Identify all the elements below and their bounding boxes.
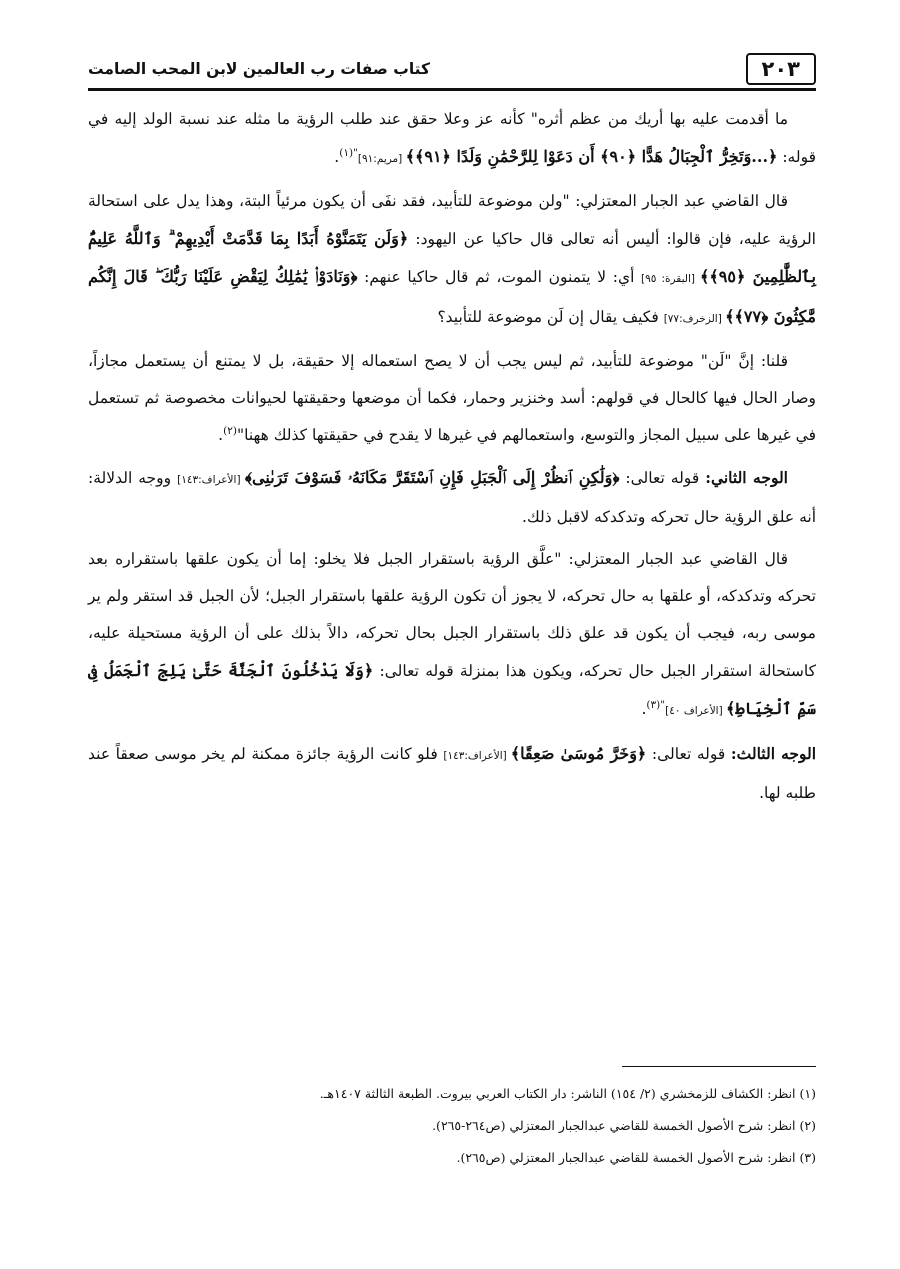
paragraph bbox=[88, 343, 816, 454]
paragraph-text: قال القاضي عبد الجبار المعتزلي: "ولن موضوعة للتأبيد، فقد نفَى أن يكون مرئياً البتة، وهذا يدل على استحالة الرؤية عليه، فإن قالوا: أليس أنه تعالى قال حاكيا عن اليهود: bbox=[88, 192, 816, 248]
paragraph-text: أي: لا يتمنون الموت، ثم قال حاكيا عنهم: bbox=[357, 268, 642, 286]
paragraph bbox=[88, 541, 816, 730]
paragraph-text: قوله تعالى: bbox=[646, 745, 731, 763]
page-header bbox=[88, 50, 816, 91]
footnotes bbox=[88, 1078, 816, 1174]
footnote: (١) انظر: الكشاف للزمخشري (٢/ ١٥٤) الناشر: دار الكتاب العربي بيروت. الطبعة الثالثة ١٤٠٧هـ. bbox=[319, 1086, 816, 1101]
quran-verse: ﴿وَنَادَوْا۟ يَٰمَٰلِكُ لِيَقْضِ عَلَيْنَا رَبُّكَ ۖ قَالَ إِنَّكُم مَّٰكِثُونَ ﴿٧٧﴾﴾ bbox=[88, 267, 816, 326]
paragraph-text: . bbox=[641, 700, 647, 718]
page-number: ٢٠٣ bbox=[746, 53, 816, 85]
paragraph bbox=[88, 459, 816, 536]
paragraph bbox=[88, 735, 816, 812]
book-title: كتاب صفات رب العالمين لابن المحب الصامت bbox=[88, 60, 430, 78]
paragraph-text: قال القاضي عبد الجبار المعتزلي: "علَّق الرؤية باستقرار الجبل فلا يخلو: إما أن يكون علقها باستقراره بعد تحركه وتدكدكه، أو علقها به حال تحركه، لا يجوز أن تكون الرؤية علقها باستقرار الجبل؛ لأن الجبل قد استقر ولم ير موسى ربه، فيجب أن يكون قد علق ذلك باستقرار الجبل بحال تحركه، دالاً بذلك على أن الرؤية مستحيلة عليه، كاستحالة استقرار الجبل حال تحركه، ويكون هذا بمنزلة قوله تعالى: bbox=[88, 550, 817, 680]
quran-verse: ﴿وَلَا يَدْخُلُونَ ٱلْجَنَّةَ حَتَّىٰ يَلِجَ ٱلْجَمَلُ فِى سَمِّ ٱلْخِيَاطِ﴾ bbox=[88, 661, 816, 718]
paragraph-text: . bbox=[218, 426, 224, 444]
paragraph-text: قوله تعالى: bbox=[619, 469, 706, 487]
paragraph bbox=[88, 101, 816, 178]
footnote-marker: "(١) bbox=[339, 146, 358, 159]
paragraph-text: . bbox=[334, 148, 340, 166]
quran-verse: ﴿وَلَن يَتَمَنَّوْهُ أَبَدًا بِمَا قَدَّمَتْ أَيْدِيهِمْ ۗ وَٱللَّهُ عَلِيمٌۢ بِٱلظَّٰلِمِينَ ﴿٩٥﴾﴾ bbox=[88, 229, 817, 286]
footnote-marker: (٢) bbox=[223, 424, 237, 437]
verse-reference: [الأعراف:١٤٣] bbox=[443, 750, 511, 762]
body-text bbox=[88, 101, 816, 812]
paragraph bbox=[88, 183, 816, 338]
verse-reference: [الزخرف:٧٧] bbox=[663, 313, 726, 325]
verse-reference: [مريم:٩١] bbox=[357, 153, 406, 165]
footnote: (٢) انظر: شرح الأصول الخمسة للقاضي عبدالجبار المعتزلي (ص٢٦٤-٢٦٥). bbox=[432, 1118, 816, 1133]
quran-verse: ﴿...وَتَخِرُّ ٱلْجِبَالُ هَدًّا ﴿٩٠﴾ أَن دَعَوْا لِلرَّحْمَٰنِ وَلَدًا ﴿٩١﴾﴾ bbox=[405, 147, 778, 166]
quran-verse: ﴿وَلَٰكِنِ ٱنظُرْ إِلَى ٱلْجَبَلِ فَإِنِ ٱسْتَقَرَّ مَكَانَهُۥ فَسَوْفَ تَرَىٰنِى﴾ bbox=[244, 468, 620, 487]
paragraph-text: فكيف يقال إن لَن موضوعة للتأبيد؟ bbox=[437, 308, 664, 326]
quran-verse: ﴿وَخَرَّ مُوسَىٰ صَعِقًا﴾ bbox=[510, 744, 647, 763]
footnote-separator bbox=[622, 1066, 816, 1067]
footnote-marker: "(٣) bbox=[646, 698, 666, 711]
paragraph-text: ووجه الدلالة: أنه علق الرؤية حال تحركه وتدكدكه لاقبل ذلك. bbox=[88, 469, 816, 526]
verse-reference: [الأعراف:١٤٣] bbox=[177, 474, 245, 486]
paragraph-text: قلنا: إنَّ "لَن" موضوعة للتأبيد، ثم ليس يجب أن لا يصح استعماله إلا حقيقة، بل لا يمتنع أن يستعمل مجازاً، وصار الحال فيها كالحال في قولهم: أسد وخنزير وحمار، فكما أن موضعها وحقيقتها لحيوانات مخصوصة ثم تستعمل في غيرها على سبيل المجاز والتوسع، واستعمالهم في غيرها لا يقدح في حقيقتها كذلك ههنا" bbox=[88, 352, 816, 444]
verse-reference: [البقرة: ٩٥] bbox=[641, 273, 701, 285]
section-label: الوجه الثالث: bbox=[730, 744, 817, 763]
page bbox=[88, 50, 816, 817]
footnote: (٣) انظر: شرح الأصول الخمسة للقاضي عبدالجبار المعتزلي (ص٢٦٥). bbox=[456, 1150, 816, 1165]
verse-reference: [الأعراف ٤٠] bbox=[665, 705, 727, 717]
paragraph-text: ما أقدمت عليه بها أريك من عظم أثره" كأنه عز وعلا حقق عند طلب الرؤية ما مثله عند نسبة الولد إليه في قوله: bbox=[88, 110, 816, 166]
paragraph-text: فلو كانت الرؤية جائزة ممكنة لم يخر موسى صعقاً عند طلبه لها. bbox=[88, 745, 816, 802]
section-label: الوجه الثاني: bbox=[705, 468, 788, 487]
